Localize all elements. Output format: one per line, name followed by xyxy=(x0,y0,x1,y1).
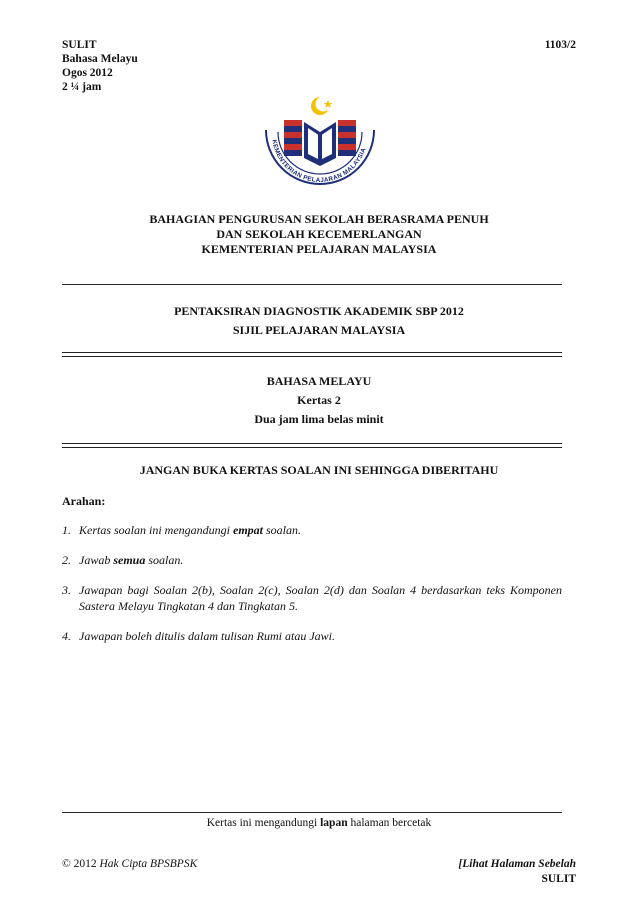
instruction-item xyxy=(62,552,562,568)
org-line-2: DAN SEKOLAH KECEMERLANGAN xyxy=(216,227,422,241)
instruction-text-end: soalan. xyxy=(263,523,302,537)
instruction-number: 4. xyxy=(62,629,71,643)
instruction-text: Kertas soalan ini mengandungi xyxy=(79,523,234,537)
instruction-number: 2. xyxy=(62,553,71,567)
paper-number: Kertas 2 xyxy=(297,393,341,407)
header-duration: 2 ¼ jam xyxy=(62,81,102,93)
instruction-text: Jawapan bagi Soalan 2(b), Soalan 2(c), Soalan 2(d) dan Soalan 4 berdasarkan teks Komponen Sastera Melayu Tingkatan 4 dan Tingkatan 5. xyxy=(79,583,562,613)
exam-certificate: SIJIL PELAJARAN MALAYSIA xyxy=(232,323,406,337)
instruction-text-end: soalan. xyxy=(145,553,184,567)
instruction-item xyxy=(62,522,562,538)
double-divider xyxy=(62,443,562,448)
divider xyxy=(62,284,562,285)
org-line-3: KEMENTERIAN PELAJARAN MALAYSIA xyxy=(201,242,437,256)
instruction-emphasis: semua xyxy=(113,553,146,567)
copyright-symbol: © xyxy=(62,858,71,870)
page-count-number: lapan xyxy=(320,817,348,829)
instruction-number: 3. xyxy=(62,583,71,597)
footer-divider xyxy=(62,812,562,813)
double-divider xyxy=(62,352,562,357)
org-line-1: BAHAGIAN PENGURUSAN SEKOLAH BERASRAMA PENUH xyxy=(149,212,489,226)
page-count-note xyxy=(0,817,638,829)
paper-code: 1103/2 xyxy=(544,39,576,51)
header-date: Ogos 2012 xyxy=(62,67,113,79)
header-classification: SULIT xyxy=(62,39,97,51)
logo-ring-text: KEMENTERIAN PELAJARAN MALAYSIA xyxy=(270,139,368,185)
subject-name: BAHASA MELAYU xyxy=(266,374,372,388)
copyright-holder: Hak Cipta BPSBPSK xyxy=(99,858,198,870)
instruction-text: Jawapan boleh ditulis dalam tulisan Rumi atau Jawi. xyxy=(79,629,335,643)
instruction-text: Jawab xyxy=(79,553,114,567)
instructions-heading: Arahan: xyxy=(62,494,106,508)
copyright xyxy=(62,858,197,870)
instruction-emphasis: empat xyxy=(233,523,264,537)
organisation-block xyxy=(0,212,638,257)
instruction-item xyxy=(62,628,562,644)
warning-text: JANGAN BUKA KERTAS SOALAN INI SEHINGGA DIBERITAHU xyxy=(139,463,499,477)
exam-title: PENTAKSIRAN DIAGNOSTIK AKADEMIK SBP 2012 xyxy=(174,304,464,318)
next-page-note: [Lihat Halaman Sebelah xyxy=(458,858,576,870)
instruction-item xyxy=(62,582,562,614)
subject-block xyxy=(0,372,638,429)
ministry-logo xyxy=(258,92,382,194)
copyright-year: 2012 xyxy=(73,858,97,870)
page-count-text: Kertas ini mengandungi xyxy=(206,817,321,829)
instruction-number: 1. xyxy=(62,523,71,537)
page-count-text-end: halaman bercetak xyxy=(347,817,432,829)
footer-classification: SULIT xyxy=(541,873,576,885)
header-subject: Bahasa Melayu xyxy=(62,53,138,65)
header-meta xyxy=(62,38,138,94)
paper-duration: Dua jam lima belas minit xyxy=(254,412,384,426)
exam-title-block xyxy=(0,302,638,340)
